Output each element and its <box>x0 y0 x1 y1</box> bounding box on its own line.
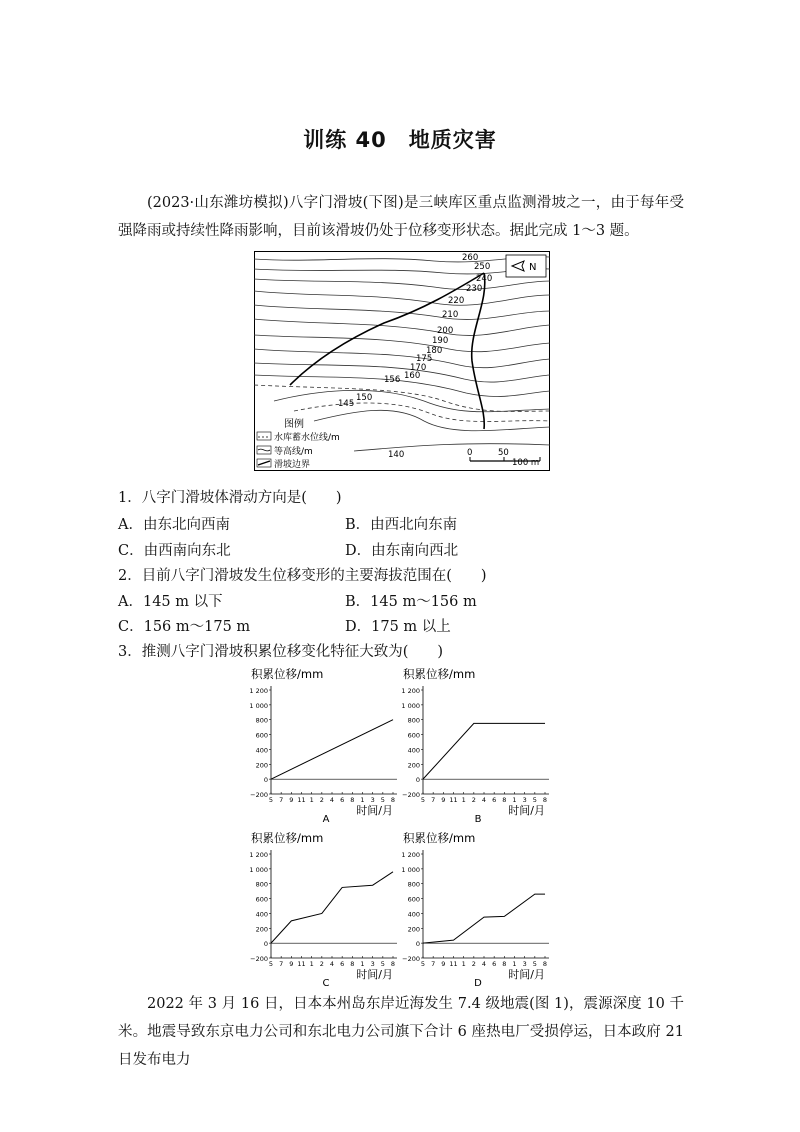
svg-text:50: 50 <box>498 448 509 458</box>
y-tick-label: 0 <box>263 940 268 949</box>
contour-label: 190 <box>432 336 449 346</box>
y-tick-label: 0 <box>415 776 420 785</box>
x-tick-label: 9 <box>289 796 294 804</box>
y-tick-label: 1 200 <box>249 687 268 695</box>
y-tick-label: 1 200 <box>401 687 420 695</box>
x-tick-label: 2 <box>471 796 476 804</box>
contour-label: 156 <box>384 375 401 385</box>
x-tick-label: 8 <box>390 796 396 804</box>
x-tick-label: 8 <box>350 960 355 968</box>
contour-label: 230 <box>466 284 483 294</box>
x-tick-label: 8 <box>350 796 355 804</box>
x-tick-label: 11 <box>449 796 458 804</box>
page-title: 训练 40 地质灾害 <box>303 128 497 152</box>
question-3-stem: 3．推测八字门滑坡积累位移变化特征大致为( ) <box>118 644 444 660</box>
x-tick-label: 6 <box>340 796 345 804</box>
x-tick-label: 11 <box>297 796 306 804</box>
x-tick-label: 6 <box>492 796 497 804</box>
question-2-stem: 2．目前八字门滑坡发生位移变形的主要海拔范围在( ) <box>118 568 487 584</box>
y-tick-label: 1 000 <box>401 865 420 874</box>
q1-option-a: A．由东北向西南 <box>118 517 230 533</box>
x-tick-label: 1 <box>360 796 365 804</box>
panel-label: D <box>474 978 482 988</box>
x-tick-label: 5 <box>420 796 426 804</box>
contour-label: 250 <box>474 262 491 272</box>
svg-text:水库蓄水位线/m: 水库蓄水位线/m <box>274 433 340 443</box>
chart-d <box>397 828 552 988</box>
x-tick-label: 9 <box>441 796 446 804</box>
x-tick-label: 5 <box>268 796 274 804</box>
y-tick-label: 1 200 <box>249 851 268 859</box>
x-tick-label: 7 <box>431 796 436 804</box>
x-tick-label: 11 <box>449 960 458 968</box>
x-tick-label: 6 <box>492 960 497 968</box>
x-tick-label: 1 <box>512 796 517 804</box>
x-tick-label: 5 <box>268 960 274 968</box>
panel-label: A <box>322 814 330 822</box>
y-tick-label: 200 <box>255 925 268 934</box>
x-axis-label: 时间/月 <box>508 804 545 817</box>
q2-option-b: B．145 m～156 m <box>345 594 477 610</box>
y-tick-label: 400 <box>407 910 420 919</box>
y-tick-label: 1 000 <box>401 701 420 710</box>
chart-b <box>397 664 552 822</box>
x-axis-label: 时间/月 <box>356 968 393 981</box>
x-tick-label: 4 <box>481 960 487 968</box>
x-tick-label: 2 <box>319 796 324 804</box>
contour-label: 260 <box>462 253 479 263</box>
contour-label: 240 <box>476 274 493 284</box>
series-line <box>271 872 393 943</box>
contour-label: 175 <box>416 354 433 364</box>
question-1-stem: 1．八字门滑坡体滑动方向是( ) <box>118 490 342 506</box>
y-tick-label: 600 <box>407 895 420 904</box>
y-tick-label: 1 200 <box>401 851 420 859</box>
svg-text:滑坡边界: 滑坡边界 <box>274 460 311 470</box>
svg-text:图例: 图例 <box>284 419 304 430</box>
q2-option-a: A．145 m 以下 <box>118 594 223 610</box>
intro-paragraph: (2023·山东潍坊模拟)八字门滑坡(下图)是三峡库区重点监测滑坡之一，由于每年受强降雨或持续性降雨影响，目前该滑坡仍处于位移变形状态。据此完成 1～3 题。 <box>118 195 684 239</box>
y-tick-label: 800 <box>255 716 268 725</box>
x-tick-label: 8 <box>390 960 396 968</box>
series-line <box>423 723 545 779</box>
x-tick-label: 8 <box>502 796 507 804</box>
x-tick-label: 5 <box>532 960 537 968</box>
q1-option-b: B．由西北向东南 <box>345 517 458 533</box>
y-tick-label: 600 <box>255 731 268 740</box>
x-tick-label: 11 <box>297 960 306 968</box>
x-tick-label: 4 <box>329 796 335 804</box>
x-tick-label: 1 <box>309 960 314 968</box>
x-tick-label: 3 <box>522 796 527 804</box>
y-tick-label: 800 <box>407 716 420 725</box>
x-tick-label: 3 <box>370 796 375 804</box>
x-tick-label: 4 <box>481 796 487 804</box>
x-axis-label: 时间/月 <box>508 968 545 981</box>
y-tick-label: 1 000 <box>249 865 268 874</box>
q2-option-d: D．175 m 以上 <box>345 619 451 635</box>
contour-label: 200 <box>437 326 454 336</box>
x-tick-label: 5 <box>380 796 385 804</box>
y-tick-label: 400 <box>255 910 268 919</box>
svg-text:等高线/m: 等高线/m <box>274 447 313 457</box>
x-tick-label: 8 <box>542 960 548 968</box>
x-tick-label: 9 <box>289 960 294 968</box>
x-tick-label: 9 <box>441 960 446 968</box>
x-tick-label: 5 <box>380 960 385 968</box>
x-tick-label: 7 <box>279 960 284 968</box>
svg-text:100 m: 100 m <box>512 458 540 468</box>
x-tick-label: 8 <box>502 960 507 968</box>
x-axis-label: 时间/月 <box>356 804 393 817</box>
y-tick-label: 400 <box>407 746 420 755</box>
x-tick-label: 8 <box>542 796 548 804</box>
x-tick-label: 7 <box>279 796 284 804</box>
q1-option-d: D．由东南向西北 <box>345 543 459 559</box>
x-tick-label: 5 <box>532 796 537 804</box>
x-tick-label: 2 <box>319 960 324 968</box>
x-tick-label: 1 <box>309 796 314 804</box>
y-tick-label: 600 <box>255 895 268 904</box>
x-tick-label: 5 <box>420 960 426 968</box>
y-tick-label: 800 <box>255 880 268 889</box>
y-tick-label: −200 <box>250 791 268 799</box>
chart-a <box>245 664 400 822</box>
contour-label: 220 <box>448 296 465 306</box>
contour-label: 170 <box>410 363 427 373</box>
y-tick-label: 400 <box>255 746 268 755</box>
y-tick-label: 600 <box>407 731 420 740</box>
y-tick-label: 0 <box>263 776 268 785</box>
q1-option-c: C．由西南向东北 <box>118 543 231 559</box>
x-tick-label: 1 <box>461 960 466 968</box>
q2-option-c: C．156 m～175 m <box>118 619 251 635</box>
y-axis-label: 积累位移/mm <box>251 667 324 681</box>
y-tick-label: 800 <box>407 880 420 889</box>
contour-label: 160 <box>404 371 421 381</box>
y-tick-label: 200 <box>407 925 420 934</box>
x-tick-label: 4 <box>329 960 335 968</box>
contour-label: 150 <box>356 393 373 403</box>
svg-text:0: 0 <box>467 448 473 458</box>
contour-label: 210 <box>442 310 459 320</box>
x-tick-label: 7 <box>431 960 436 968</box>
x-tick-label: 2 <box>471 960 476 968</box>
svg-text:N: N <box>529 262 537 273</box>
y-axis-label: 积累位移/mm <box>403 667 476 681</box>
x-tick-label: 6 <box>340 960 345 968</box>
y-axis-label: 积累位移/mm <box>403 831 476 845</box>
panel-label: B <box>474 814 482 822</box>
panel-label: C <box>322 978 330 988</box>
x-tick-label: 1 <box>360 960 365 968</box>
bottom-paragraph: 2022 年 3 月 16 日，日本本州岛东岸近海发生 7.4 级地震(图 1)，震源深度 10 千米。地震导致东京电力公司和东北电力公司旗下合计 6 座热电厂受损停运，日本政府 21 日发布电力 <box>118 996 684 1068</box>
x-tick-label: 3 <box>370 960 375 968</box>
contour-label: 180 <box>426 346 443 356</box>
y-tick-label: 1 000 <box>249 701 268 710</box>
series-line <box>423 894 545 943</box>
north-arrow <box>506 255 546 277</box>
y-tick-label: 200 <box>255 761 268 770</box>
contour-label: 140 <box>388 450 405 460</box>
contour-map <box>254 251 550 471</box>
y-tick-label: −200 <box>402 791 420 799</box>
y-axis-label: 积累位移/mm <box>251 831 324 845</box>
y-tick-label: −200 <box>250 955 268 963</box>
contour-label: 145 <box>338 399 355 409</box>
y-tick-label: 0 <box>415 940 420 949</box>
chart-c <box>245 828 400 988</box>
x-tick-label: 1 <box>461 796 466 804</box>
y-tick-label: 200 <box>407 761 420 770</box>
y-tick-label: −200 <box>402 955 420 963</box>
series-line <box>271 720 393 779</box>
x-tick-label: 1 <box>512 960 517 968</box>
x-tick-label: 3 <box>522 960 527 968</box>
